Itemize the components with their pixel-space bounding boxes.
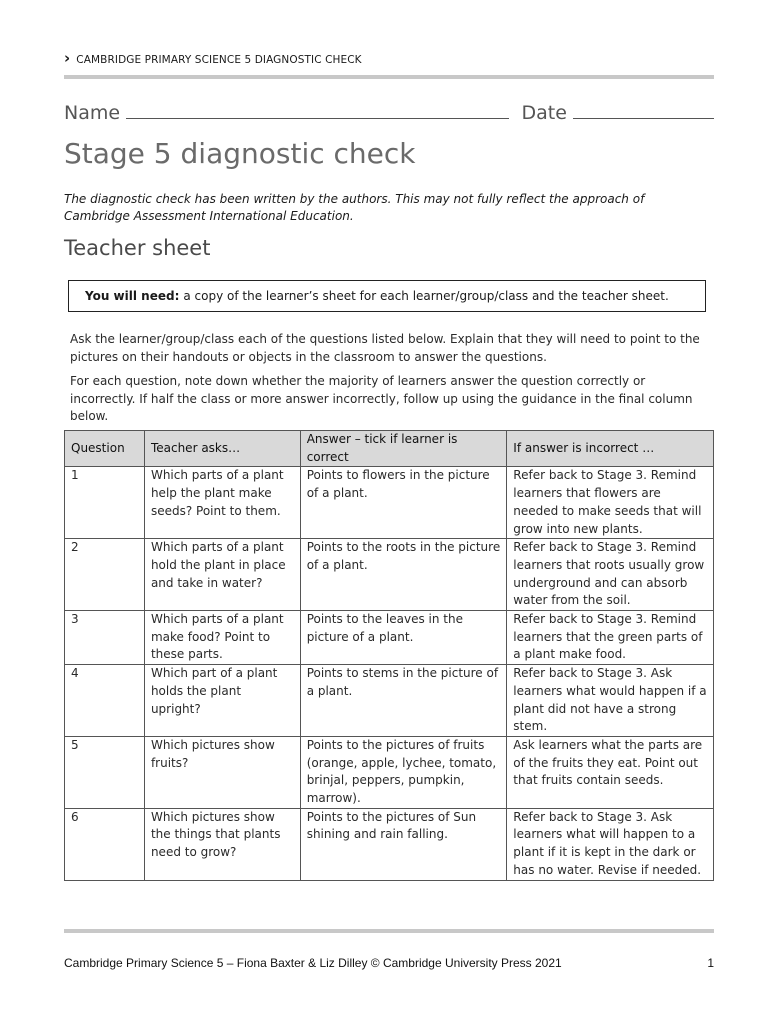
you-will-need-label: You will need:	[85, 289, 180, 303]
intro-note: The diagnostic check has been written by the authors. This may not fully reflect the approach of Cambridge Assessment International Education.	[64, 192, 645, 223]
you-will-need-text: a copy of the learner’s sheet for each learner/group/class and the teacher sheet.	[183, 289, 669, 303]
column-header-question: Question	[65, 431, 145, 467]
cell-question-number: 6	[65, 808, 145, 880]
cell-teacher-asks: Which part of a plant holds the plant upright?	[144, 665, 300, 737]
table-row	[65, 736, 714, 808]
name-label: Name	[64, 102, 121, 124]
instruction-paragraph: For each question, note down whether the majority of learners answer the question correctly or incorrectly. If half the class or more answer incorrectly, follow up using the guidance in the final column below.	[70, 374, 693, 423]
date-label: Date	[521, 102, 567, 124]
you-will-need-box	[68, 280, 706, 312]
cell-teacher-asks: Which pictures show fruits?	[144, 736, 300, 808]
header-breadcrumb: CAMBRIDGE PRIMARY SCIENCE 5 DIAGNOSTIC CHECK	[76, 53, 362, 66]
cell-teacher-asks: Which parts of a plant help the plant make seeds? Point to them.	[144, 467, 300, 539]
instruction-paragraph: Ask the learner/group/class each of the questions listed below. Explain that they will need to point to the pictures on their handouts or objects in the classroom to answer the questions.	[70, 332, 700, 364]
cell-if-incorrect: Refer back to Stage 3. Remind learners that the green parts of a plant make food.	[507, 611, 714, 665]
table-row	[65, 467, 714, 539]
cell-answer: Points to flowers in the picture of a plant.	[300, 467, 507, 539]
cell-teacher-asks: Which parts of a plant hold the plant in place and take in water?	[144, 539, 300, 611]
cell-teacher-asks: Which parts of a plant make food? Point to these parts.	[144, 611, 300, 665]
cell-if-incorrect: Refer back to Stage 3. Remind learners that flowers are needed to make seeds that will grow into new plants.	[507, 467, 714, 539]
diagnostic-table	[64, 430, 714, 881]
footer-divider	[64, 929, 714, 933]
date-field	[522, 100, 714, 124]
table-row	[65, 539, 714, 611]
cell-answer: Points to the roots in the picture of a plant.	[300, 539, 507, 611]
table-header-row	[65, 431, 714, 467]
name-date-row	[64, 100, 714, 124]
column-header-teacher-asks: Teacher asks…	[144, 431, 300, 467]
footer-credit: Cambridge Primary Science 5 – Fiona Baxter & Liz Dilley © Cambridge University Press 2021	[64, 956, 562, 970]
cell-answer: Points to the leaves in the picture of a plant.	[300, 611, 507, 665]
page-number: 1	[707, 956, 714, 970]
cell-answer: Points to the pictures of Sun shining and rain falling.	[300, 808, 507, 880]
column-header-answer: Answer – tick if learner is correct	[300, 431, 507, 467]
cell-answer: Points to the pictures of fruits (orange, apple, lychee, tomato, brinjal, peppers, pumpkin, marrow).	[300, 736, 507, 808]
name-field	[64, 100, 509, 124]
cell-teacher-asks: Which pictures show the things that plants need to grow?	[144, 808, 300, 880]
cell-answer: Points to stems in the picture of a plant.	[300, 665, 507, 737]
cell-question-number: 3	[65, 611, 145, 665]
cell-question-number: 1	[65, 467, 145, 539]
header-divider	[64, 75, 714, 79]
cell-if-incorrect: Refer back to Stage 3. Ask learners what will happen to a plant if it is kept in the dark or has no water. Revise if needed.	[507, 808, 714, 880]
cell-question-number: 4	[65, 665, 145, 737]
table-row	[65, 611, 714, 665]
section-title: Teacher sheet	[64, 236, 211, 260]
page-footer	[64, 956, 714, 970]
running-header	[64, 49, 362, 67]
chevron-right-icon: ›	[64, 49, 71, 67]
name-blank-line	[126, 100, 509, 119]
cell-question-number: 5	[65, 736, 145, 808]
date-blank-line	[573, 100, 714, 119]
table-row	[65, 665, 714, 737]
cell-if-incorrect: Refer back to Stage 3. Remind learners that roots usually grow underground and can absorb water from the soil.	[507, 539, 714, 611]
cell-question-number: 2	[65, 539, 145, 611]
cell-if-incorrect: Ask learners what the parts are of the fruits they eat. Point out that fruits contain seeds.	[507, 736, 714, 808]
cell-if-incorrect: Refer back to Stage 3. Ask learners what would happen if a plant did not have a strong stem.	[507, 665, 714, 737]
column-header-if-incorrect: If answer is incorrect …	[507, 431, 714, 467]
table-row	[65, 808, 714, 880]
page-title: Stage 5 diagnostic check	[64, 137, 416, 170]
